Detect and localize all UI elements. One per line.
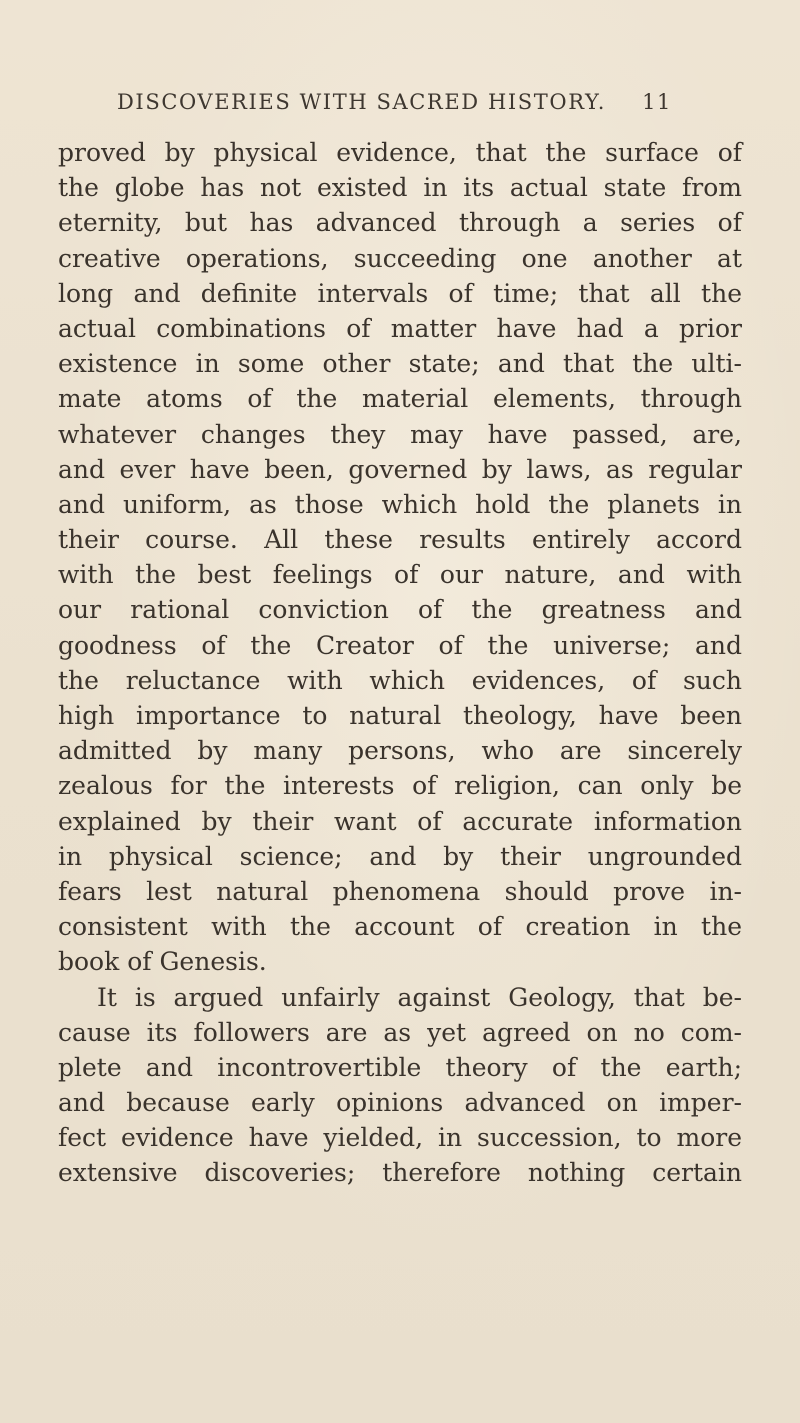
text-line: extensive discoveries; therefore nothing certain <box>58 1158 742 1188</box>
text-line: in physical science; and by their ungrounded <box>58 841 742 871</box>
text-line: the reluctance with which evidences, of such <box>58 665 742 695</box>
text-line: plete and incontrovertible theory of the earth; <box>58 1052 742 1082</box>
text-line: eternity, but has advanced through a series of <box>58 208 742 238</box>
text-line: long and definite intervals of time; that all the <box>58 278 742 308</box>
text-line: admitted by many persons, who are sincerely <box>58 736 742 766</box>
text-line: the globe has not existed in its actual state from <box>58 173 742 203</box>
text-line: and ever have been, governed by laws, as regular <box>58 454 742 484</box>
paragraph <box>58 980 742 1191</box>
text-line: with the best feelings of our nature, and with <box>58 560 742 590</box>
text-line: our rational conviction of the greatness and <box>58 595 742 625</box>
text-line: fears lest natural phenomena should prove in- <box>58 876 742 906</box>
text-line: whatever changes they may have passed, are, <box>58 419 742 449</box>
page-header <box>117 90 672 120</box>
body-text <box>58 135 742 1191</box>
page-number: 11 <box>642 90 672 114</box>
text-line: book of Genesis. <box>58 947 267 977</box>
text-line: and because early opinions advanced on imper- <box>58 1088 742 1118</box>
text-line: zealous for the interests of religion, can only be <box>58 771 742 801</box>
paragraph <box>58 135 742 980</box>
text-line: consistent with the account of creation in the <box>58 912 742 942</box>
text-line: mate atoms of the material elements, through <box>58 384 742 414</box>
text-line: proved by physical evidence, that the surface of <box>58 138 742 167</box>
text-line: explained by their want of accurate information <box>58 806 742 836</box>
text-line: fect evidence have yielded, in succession, to more <box>58 1123 742 1153</box>
running-title: DISCOVERIES WITH SACRED HISTORY. <box>117 90 606 114</box>
text-line: goodness of the Creator of the universe; and <box>58 630 742 660</box>
text-line: creative operations, succeeding one another at <box>58 243 742 273</box>
text-line: actual combinations of matter have had a prior <box>58 313 742 343</box>
text-line: existence in some other state; and that the ulti- <box>58 349 742 379</box>
text-line: their course. All these results entirely accord <box>58 525 742 555</box>
text-line: cause its followers are as yet agreed on no com- <box>58 1017 742 1047</box>
text-line: It is argued unfairly against Geology, that be- <box>97 982 742 1012</box>
text-line: and uniform, as those which hold the planets in <box>58 489 742 519</box>
text-line: high importance to natural theology, have been <box>58 701 742 730</box>
